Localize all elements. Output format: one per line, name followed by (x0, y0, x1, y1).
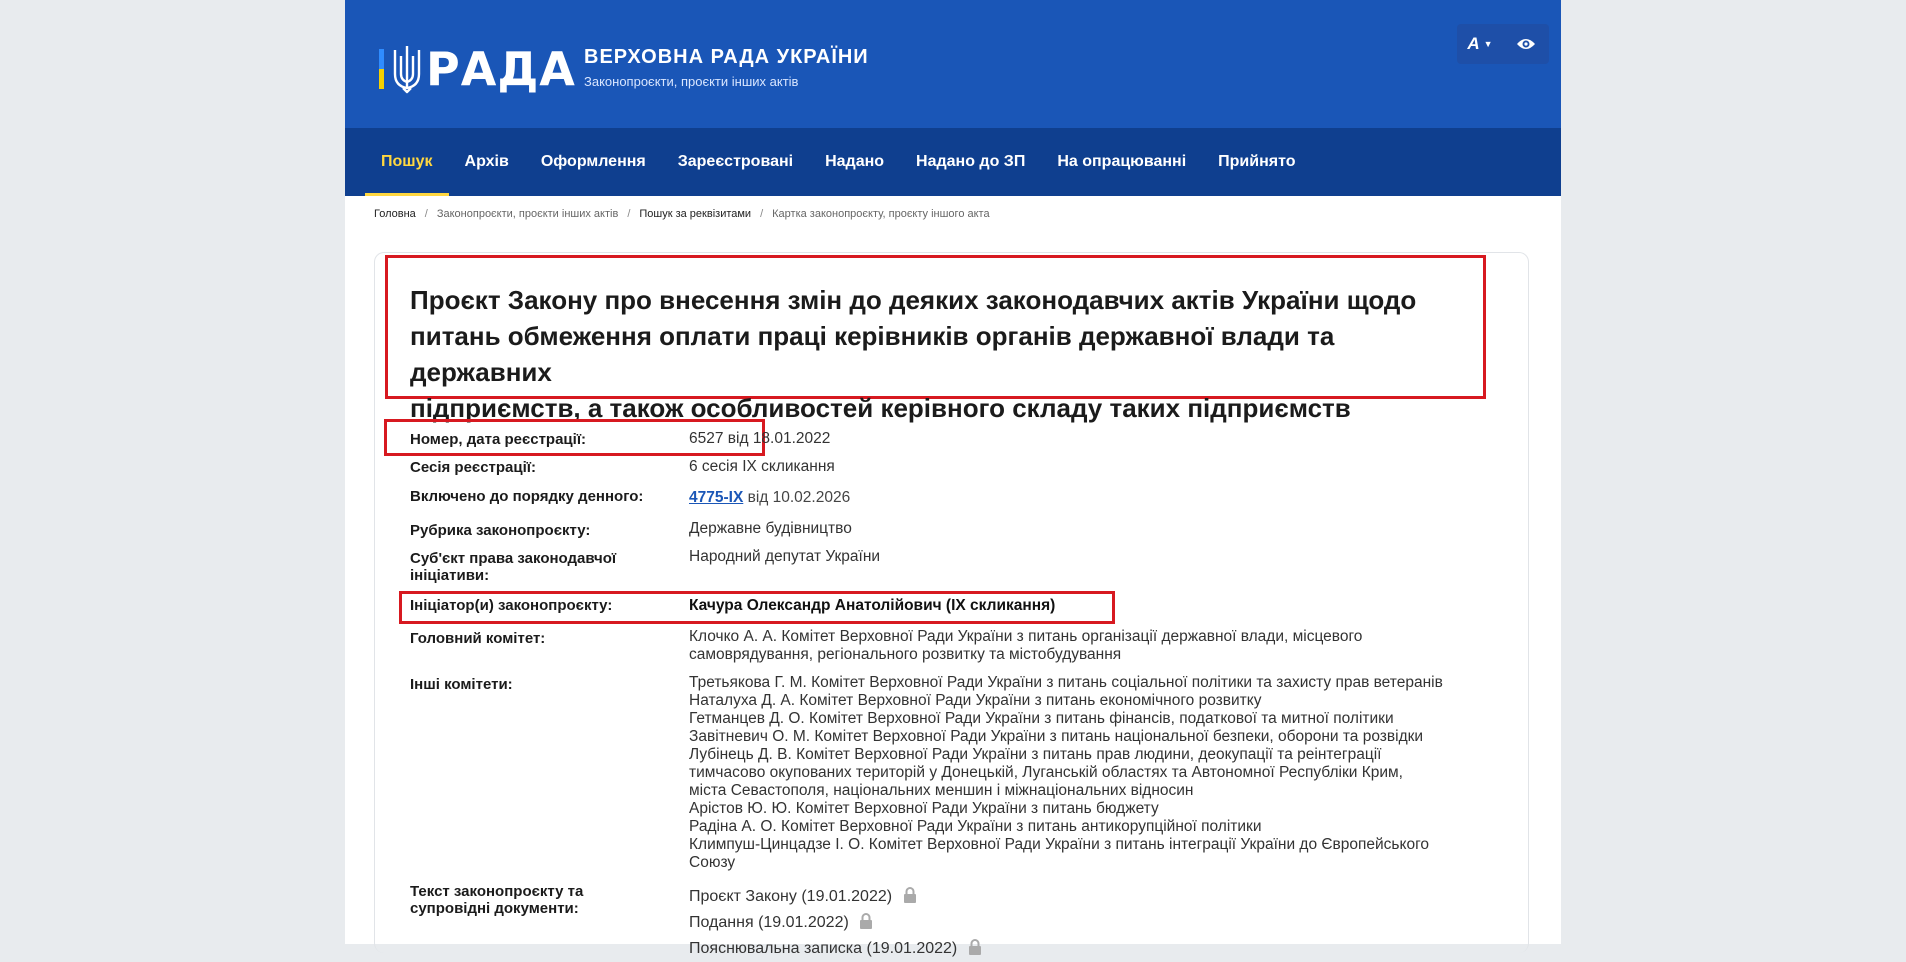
site-header (345, 0, 1561, 128)
main-committee-value: Клочко А. А. Комітет Верховної Ради України з питань організації державної влади, місцевого самоврядування, регіонального розвитку та містобудування (689, 628, 1363, 663)
documents-label: Текст законопроєкту та супровідні документи: (410, 883, 584, 917)
eye-icon (1516, 37, 1536, 51)
trident-icon (392, 44, 422, 94)
breadcrumb-search[interactable]: Пошук за реквізитами (639, 208, 752, 220)
committee-line: тимчасово окупованих територій у Донецькій, Луганській областях та Автономної Республіки Крим, (689, 764, 1403, 781)
reg-label: Номер, дата реєстрації: (410, 431, 587, 448)
document-item[interactable]: Проєкт Закону (19.01.2022) (689, 884, 982, 910)
lock-icon (968, 939, 982, 955)
other-committees-list (689, 674, 1443, 872)
session-label: Сесія реєстрації: (410, 459, 536, 476)
nav-item-provided-to-zp[interactable]: Надано до ЗП (916, 153, 1026, 170)
logo-wordmark: РАДА (426, 42, 576, 96)
reg-value: 6527 від 18.01.2022 (689, 430, 831, 447)
site-subtitle[interactable]: Законопроєкти, проєкти інших актів (584, 74, 799, 89)
nav-item-search[interactable]: Пошук (365, 128, 449, 196)
document-item[interactable]: Подання (19.01.2022) (689, 910, 982, 936)
breadcrumb-current: Картка законопроєкту, проєкту іншого акта (772, 208, 990, 220)
committee-line: Завітневич О. М. Комітет Верховної Ради України з питань національної безпеки, оборони та розвідки (689, 728, 1424, 745)
rubric-value: Державне будівництво (689, 520, 852, 537)
documents-list (689, 884, 982, 962)
committee-line: Союзу (689, 854, 736, 871)
main-committee-label: Головний комітет: (410, 630, 546, 647)
accessibility-button[interactable] (1503, 24, 1549, 64)
committee-line: Гетманцев Д. О. Комітет Верховної Ради України з питань фінансів, податкової та митної політики (689, 710, 1394, 727)
flag-icon (379, 49, 384, 89)
committee-line: Третьякова Г. М. Комітет Верховної Ради України з питань соціальної політики та захисту прав ветеранів (689, 674, 1443, 691)
site-title[interactable]: ВЕРХОВНА РАДА УКРАЇНИ (584, 46, 869, 68)
lock-icon (859, 913, 873, 929)
bill-title: Проєкт Закону про внесення змін до деяких законодавчих актів України щодо питань обмеження оплати праці керівників органів державної влади та державних підприємств, а також особливостей керівного складу таких підприємств (410, 285, 1417, 423)
agenda-date: від 10.02.2026 (747, 489, 851, 506)
breadcrumb-bills[interactable]: Законопроєкти, проєкти інших актів (436, 208, 619, 220)
nav-item-provided[interactable]: Надано (825, 153, 885, 170)
bill-title-box (385, 255, 1486, 423)
document-item[interactable]: Пояснювальна записка (19.01.2022) (689, 936, 982, 962)
nav-item-registered[interactable]: Зареєстровані (677, 153, 794, 170)
breadcrumb-separator: / (424, 208, 428, 220)
font-size-label: A (1467, 34, 1480, 53)
rada-logo[interactable] (379, 44, 576, 94)
nav-item-registration[interactable]: Оформлення (540, 153, 646, 170)
nav-item-adopted[interactable]: Прийнято (1218, 153, 1296, 170)
committee-line: Наталуха Д. А. Комітет Верховної Ради України з питань економічного розвитку (689, 692, 1262, 709)
main-nav (345, 128, 1561, 196)
font-size-button[interactable] (1457, 24, 1503, 64)
committee-line: Радіна А. О. Комітет Верховної Ради України з питань антикорупційної політики (689, 818, 1262, 835)
committee-line: Климпуш-Цинцадзе І. О. Комітет Верховної Ради України з питань інтеграції України до Європейського (689, 836, 1429, 853)
breadcrumb-home[interactable]: Головна (374, 208, 416, 220)
other-committees-label: Інші комітети: (410, 676, 513, 693)
header-controls (1457, 24, 1549, 64)
session-value: 6 сесія IX скликання (689, 458, 835, 475)
breadcrumb-separator: / (627, 208, 631, 220)
breadcrumb-separator: / (760, 208, 764, 220)
rubric-label: Рубрика законопроєкту: (410, 522, 591, 539)
nav-item-archive[interactable]: Архів (464, 153, 509, 170)
committee-line: Арістов Ю. Ю. Комітет Верховної Ради України з питань бюджету (689, 800, 1159, 817)
subject-value: Народний депутат України (689, 548, 881, 565)
nav-item-in-progress[interactable]: На опрацюванні (1057, 153, 1187, 170)
breadcrumb (374, 208, 990, 220)
committee-line: Лубінець Д. В. Комітет Верховної Ради України з питань прав людини, деокупації та реінтеграції (689, 746, 1382, 763)
lock-icon (903, 887, 917, 903)
initiator-value[interactable]: Качура Олександр Анатолійович (IX скликання) (689, 597, 1056, 614)
committee-line: міста Севастополя, національних меншин і міжнаціональних відносин (689, 782, 1194, 799)
initiator-label: Ініціатор(и) законопроєкту: (410, 597, 613, 614)
page (345, 0, 1561, 957)
agenda-value (689, 489, 850, 507)
chevron-down-icon: ▼ (1483, 39, 1493, 49)
agenda-label: Включено до порядку денного: (410, 488, 644, 505)
agenda-link[interactable]: 4775-IX (689, 489, 744, 506)
subject-label: Суб'єкт права законодавчої ініціативи: (410, 550, 617, 584)
